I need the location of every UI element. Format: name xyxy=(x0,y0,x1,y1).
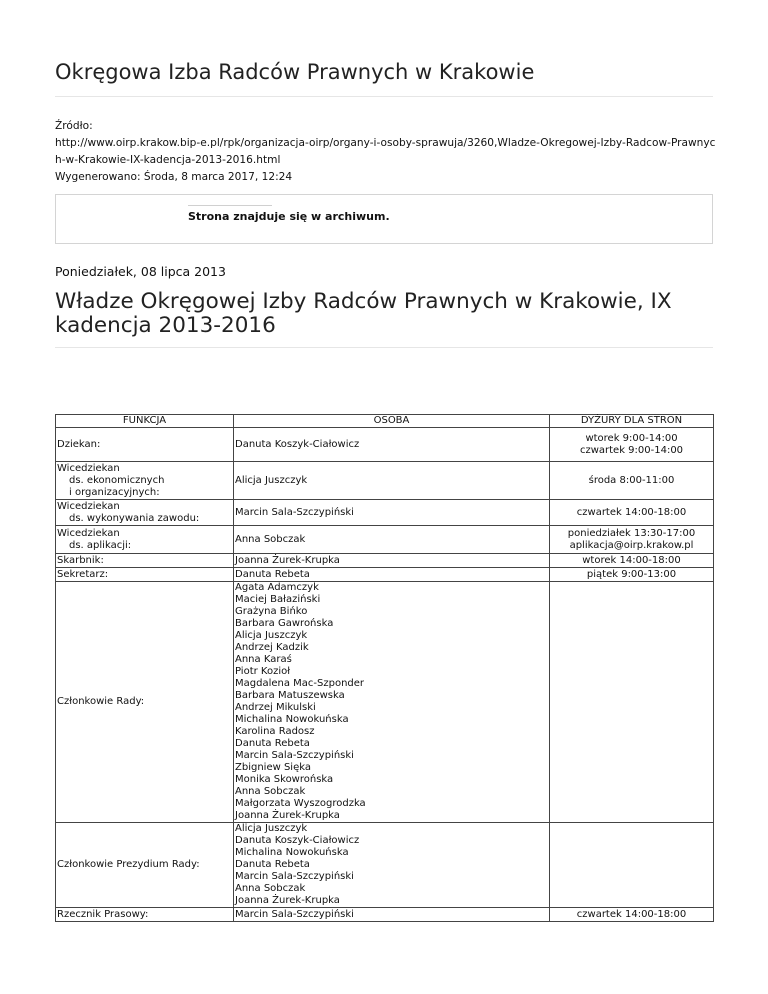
source-url-line-1: http://www.oirp.krakow.bip-e.pl/rpk/organizacja-oirp/organy-i-osoby-sprawuja/3260,Wladze-Okregowej-Izby-Radcow-Prawnyc xyxy=(55,137,716,149)
table-row xyxy=(56,526,714,554)
hours-cell xyxy=(550,582,714,823)
hours-cell: piątek 9:00-13:00 xyxy=(550,568,714,582)
person-name: Alicja Juszczyk xyxy=(235,630,308,641)
header-divider xyxy=(55,96,713,97)
person-name: Monika Skowrońska xyxy=(235,774,334,785)
person-cell: Danuta Rebeta xyxy=(234,568,550,582)
archive-notice-box xyxy=(55,194,713,244)
table-header-row xyxy=(56,415,714,428)
function-cell xyxy=(56,500,234,526)
person-cell: Anna Sobczak xyxy=(234,526,550,554)
person-name: Alicja Juszczyk xyxy=(235,823,308,834)
table-row xyxy=(56,500,714,526)
table-row xyxy=(56,582,714,823)
person-name: Andrzej Kadzik xyxy=(235,642,309,653)
person-name: Andrzej Mikulski xyxy=(235,702,316,713)
site-title: Okręgowa Izba Radców Prawnych w Krakowie xyxy=(55,60,535,84)
archive-notice-divider xyxy=(188,205,272,206)
person-name: Anna Sobczak xyxy=(235,883,306,894)
column-header-hours: DYŻURY DLA STRON xyxy=(550,415,714,428)
hours-line: poniedziałek 13:30-17:00 xyxy=(567,527,696,539)
person-name: Barbara Gawrońska xyxy=(235,618,334,629)
source-meta xyxy=(55,118,720,186)
function-line: ds. wykonywania zawodu: xyxy=(69,512,200,524)
person-cell: Marcin Sala-Szczypiński xyxy=(234,908,550,922)
hours-line: czwartek 9:00-14:00 xyxy=(579,444,684,456)
table-row xyxy=(56,428,714,462)
person-name: Danuta Rebeta xyxy=(235,738,310,749)
function-line: ds. aplikacji: xyxy=(69,539,132,551)
title-divider xyxy=(55,347,713,348)
person-name: Małgorzata Wyszogrodzka xyxy=(235,798,366,809)
person-name: Michalina Nowokuńska xyxy=(235,714,349,725)
hours-cell: czwartek 14:00-18:00 xyxy=(550,908,714,922)
person-name: Anna Sobczak xyxy=(235,786,306,797)
function-cell: Członkowie Rady: xyxy=(56,582,234,823)
person-cell: Marcin Sala-Szczypiński xyxy=(234,500,550,526)
person-name: Michalina Nowokuńska xyxy=(235,847,349,858)
person-name: Karolina Radosz xyxy=(235,726,315,737)
generated-timestamp: Wygenerowano: Środa, 8 marca 2017, 12:24 xyxy=(55,171,293,183)
person-name: Piotr Kozioł xyxy=(235,666,291,677)
person-cell: Danuta Koszyk-Ciałowicz xyxy=(234,428,550,462)
column-header-person: OSOBA xyxy=(234,415,550,428)
hours-line: aplikacja@oirp.krakow.pl xyxy=(569,539,694,551)
hours-cell xyxy=(550,526,714,554)
archive-notice: Strona znajduje się w archiwum. xyxy=(188,210,390,223)
function-cell xyxy=(56,462,234,500)
article-date: Poniedziałek, 08 lipca 2013 xyxy=(55,264,226,279)
table-row xyxy=(56,568,714,582)
person-list-cell xyxy=(234,582,550,823)
function-line: ds. ekonomicznych xyxy=(69,474,165,486)
person-name: Joanna Żurek-Krupka xyxy=(235,895,340,906)
authorities-table xyxy=(55,414,714,922)
function-cell: Rzecznik Prasowy: xyxy=(56,908,234,922)
person-name: Joanna Żurek-Krupka xyxy=(235,810,340,821)
person-name: Agata Adamczyk xyxy=(235,582,319,593)
person-list-cell xyxy=(234,823,550,908)
hours-cell xyxy=(550,428,714,462)
function-line: Wicedziekan xyxy=(57,462,120,474)
table-row xyxy=(56,908,714,922)
person-name: Danuta Koszyk-Ciałowicz xyxy=(235,835,360,846)
person-name: Magdalena Mac-Szponder xyxy=(235,678,365,689)
function-line: i organizacyjnych: xyxy=(69,486,160,498)
table-row xyxy=(56,462,714,500)
hours-cell: czwartek 14:00-18:00 xyxy=(550,500,714,526)
function-cell: Członkowie Prezydium Rady: xyxy=(56,823,234,908)
source-url-line-2: h-w-Krakowie-IX-kadencja-2013-2016.html xyxy=(55,154,281,166)
function-line: Wicedziekan xyxy=(57,500,120,512)
person-name: Zbigniew Sięka xyxy=(235,762,311,773)
hours-cell xyxy=(550,823,714,908)
hours-line: wtorek 9:00-14:00 xyxy=(585,432,678,444)
person-name: Marcin Sala-Szczypiński xyxy=(235,871,354,882)
person-name: Danuta Rebeta xyxy=(235,859,310,870)
person-name: Anna Karaś xyxy=(235,654,292,665)
function-cell: Sekretarz: xyxy=(56,568,234,582)
hours-cell: wtorek 14:00-18:00 xyxy=(550,554,714,568)
hours-cell: środa 8:00-11:00 xyxy=(550,462,714,500)
function-cell: Dziekan: xyxy=(56,428,234,462)
article-title: Władze Okręgowej Izby Radców Prawnych w Krakowie, IX kadencja 2013-2016 xyxy=(55,289,672,338)
function-cell: Skarbnik: xyxy=(56,554,234,568)
person-cell: Joanna Żurek-Krupka xyxy=(234,554,550,568)
person-name: Marcin Sala-Szczypiński xyxy=(235,750,354,761)
table-row xyxy=(56,823,714,908)
column-header-function: FUNKCJA xyxy=(56,415,234,428)
source-label: Źródło: xyxy=(55,120,93,132)
person-cell: Alicja Juszczyk xyxy=(234,462,550,500)
person-name: Barbara Matuszewska xyxy=(235,690,345,701)
person-name: Maciej Bałaziński xyxy=(235,594,321,605)
function-cell xyxy=(56,526,234,554)
table-row xyxy=(56,554,714,568)
function-line: Wicedziekan xyxy=(57,527,120,539)
person-name: Grażyna Bińko xyxy=(235,606,308,617)
